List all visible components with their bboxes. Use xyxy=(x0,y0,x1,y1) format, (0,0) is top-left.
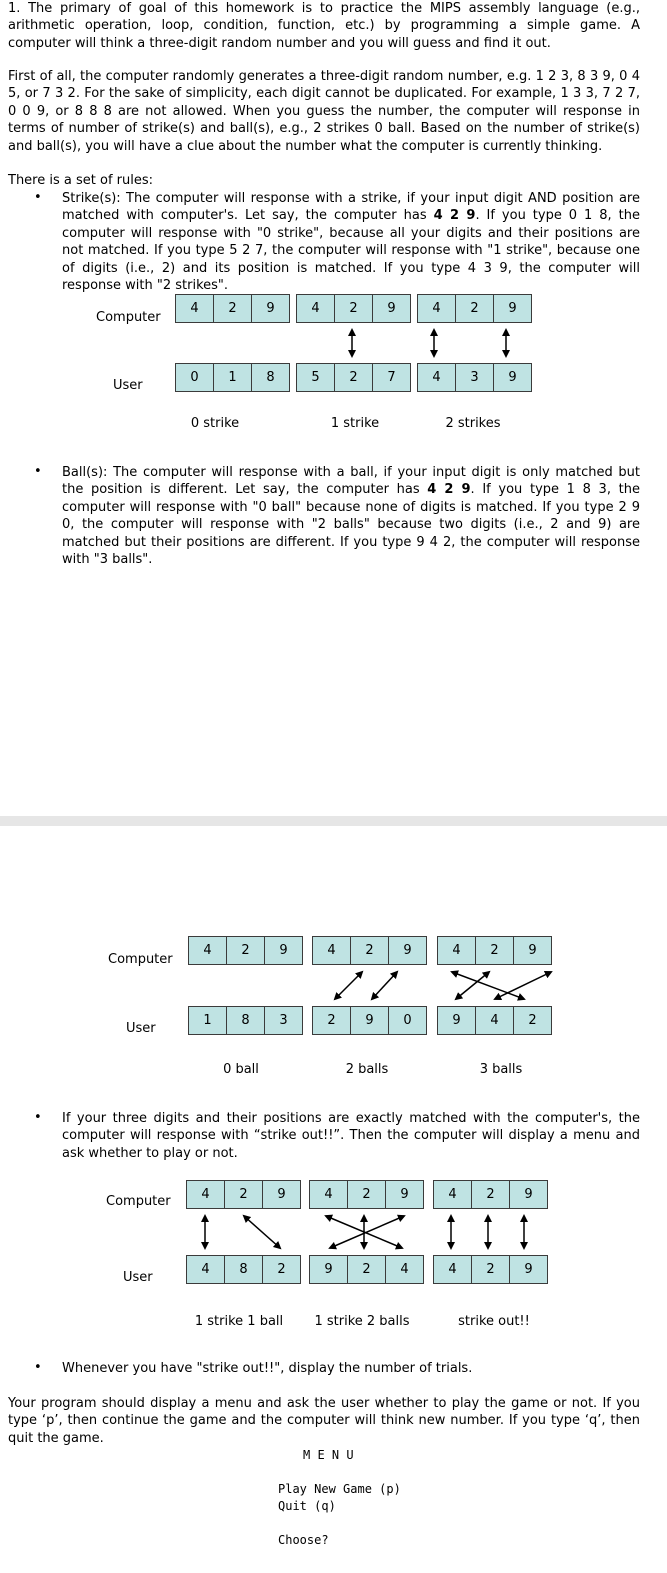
fig3-computer-box-1: 4 2 9 xyxy=(186,1180,301,1209)
menu-paragraph: Your program should display a menu and ask the user whether to play the game or not. If you type ‘p’, then continue the game and the computer will think new number. If you type ‘q’, then quit the game. xyxy=(8,1396,640,1446)
fig3-computer-box-2: 4 2 9 xyxy=(309,1180,424,1209)
fig3-user-box-1: 4 8 2 xyxy=(186,1255,301,1284)
user-label: User xyxy=(113,378,143,393)
fig3-user-box-3: 4 2 9 xyxy=(433,1255,548,1284)
fig3-caption-1: 1 strike 1 ball xyxy=(194,1314,284,1329)
fig1-caption-2: 1 strike xyxy=(330,416,380,431)
ball-rule: Ball(s): The computer will response with a ball, if your input digit is only matched but the position is different. Let say, the computer has 4 2 9. If you type 1 8 3, the computer will response with "0 ball" because none of digits is matched. If you type 2 9 0, the computer will response with "2 balls" because two digits (i.e., 2 and 9) are matched but their positions are different. If you type 9 4 2, the computer will response with "3 balls". xyxy=(62,465,640,568)
fig2-user-box-1: 1 8 3 xyxy=(188,1006,303,1035)
bullet-strike: • xyxy=(34,190,42,205)
fig1-user-box-2: 5 2 7 xyxy=(296,363,411,392)
bullet-strikeout: • xyxy=(34,1110,42,1125)
fig3-caption-2: 1 strike 2 balls xyxy=(314,1314,410,1329)
user-label: User xyxy=(123,1270,153,1285)
fig1-computer-box-1: 4 2 9 xyxy=(175,294,290,323)
fig2-computer-box-3: 4 2 9 xyxy=(437,936,552,965)
fig2-caption-3: 3 balls xyxy=(479,1062,523,1077)
trials-rule: Whenever you have "strike out!!", display the number of trials. xyxy=(62,1361,473,1376)
arrow-s1b1-b xyxy=(244,1216,280,1248)
computer-label: Computer xyxy=(96,310,161,325)
fig2-computer-box-1: 4 2 9 xyxy=(188,936,303,965)
menu-quit-option: Quit (q) xyxy=(278,1499,336,1513)
intro-paragraph: 1. The primary of goal of this homework is to practice the MIPS assembly language (e.g., arithmetic operation, loop, condition, function, etc.) by programming a simple game. A computer will think a three-digit random number and you will guess and find it out. xyxy=(8,1,640,51)
rules-heading: There is a set of rules: xyxy=(8,173,153,188)
fig1-user-box-1: 0 1 8 xyxy=(175,363,290,392)
strike-rule: Strike(s): The computer will response with a strike, if your input digit AND position are matched with computer's. Let say, the computer has 4 2 9. If you type 0 1 8, the computer will response with "0 strike", because all your digits and their positions are not matched. If you type 5 2 7, the computer will response with "1 strike", because one of digits (i.e., 2) and its position is matched. If you type 4 3 9, the computer will response with "2 strikes". xyxy=(62,191,640,294)
fig2-user-box-2: 2 9 0 xyxy=(312,1006,427,1035)
description-paragraph: First of all, the computer randomly generates a three-digit random number, e.g. 1 2 3, 8 3 9, 0 4 5, or 7 3 2. For the sake of simplicity, each digit cannot be duplicated. For example, 1 3 3, 7 2 7, 0 0 9, or 8 8 8 are not allowed. When you guess the number, the computer will response in terms of number of strike(s) and ball(s), e.g., 2 strikes 0 ball. Based on the number of strike(s) and ball(s), you will have a clue about the number what the computer is currently thinking. xyxy=(8,69,640,154)
computer-label: Computer xyxy=(106,1194,171,1209)
arrow-ball-2 xyxy=(372,972,397,999)
bullet-ball: • xyxy=(34,464,42,479)
fig1-computer-box-2: 4 2 9 xyxy=(296,294,411,323)
menu-choose-prompt: Choose? xyxy=(278,1533,329,1547)
arrow-ball-5 xyxy=(495,972,551,999)
fig2-caption-1: 0 ball xyxy=(223,1062,259,1077)
bullet-trials: • xyxy=(34,1360,42,1375)
fig1-user-box-3: 4 3 9 xyxy=(417,363,532,392)
fig1-caption-3: 2 strikes xyxy=(445,416,501,431)
arrow-ball-3 xyxy=(452,972,524,999)
fig3-caption-3: strike out!! xyxy=(458,1314,530,1329)
fig2-user-box-3: 9 4 2 xyxy=(437,1006,552,1035)
strikeout-rule: If your three digits and their positions are exactly matched with the computer's, the computer will response with “strike out!!”. Then the computer will display a menu and ask whether to play or not. xyxy=(62,1111,640,1161)
menu-title: M E N U xyxy=(303,1448,354,1462)
arrow-ball-1 xyxy=(335,972,362,999)
menu-play-option: Play New Game (p) xyxy=(278,1482,401,1496)
fig3-user-box-2: 9 2 4 xyxy=(309,1255,424,1284)
fig1-computer-box-3: 4 2 9 xyxy=(417,294,532,323)
fig2-computer-box-2: 4 2 9 xyxy=(312,936,427,965)
fig2-caption-2: 2 balls xyxy=(345,1062,389,1077)
arrow-s1b2-c xyxy=(330,1216,404,1248)
fig3-computer-box-3: 4 2 9 xyxy=(433,1180,548,1209)
computer-label: Computer xyxy=(108,952,173,967)
user-label: User xyxy=(126,1021,156,1036)
fig1-caption-1: 0 strike xyxy=(190,416,240,431)
